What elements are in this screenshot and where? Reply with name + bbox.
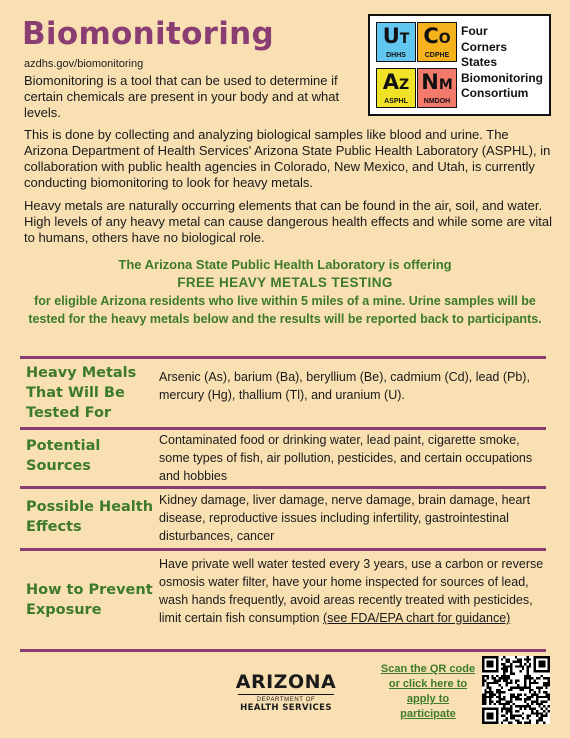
qr-code-icon[interactable] <box>482 656 550 724</box>
intro-paragraph-1: Biomonitoring is a tool that can be used to determine if certain chemicals are present in your body and at what levels. <box>24 73 340 120</box>
consortium-logo <box>368 14 551 116</box>
table-divider <box>20 548 546 551</box>
row-label-prevention: How to Prevent Exposure <box>26 582 153 618</box>
row-label-metals: Heavy Metals That Will Be Tested For <box>26 365 137 421</box>
table-divider <box>20 356 546 359</box>
row-label-effects: Possible Health Effects <box>26 499 154 535</box>
tile-nm: NM NMDOH <box>417 68 457 108</box>
row-label-sources: Potential Sources <box>26 438 101 474</box>
offer-intro: The Arizona State Public Health Laboratory is offering <box>118 257 452 272</box>
row-text-effects: Kidney damage, liver damage, nerve damage, brain damage, heart disease, reproductive issues including infertility, gastrointestinal disturbances, cancer <box>159 493 531 543</box>
offer-details: for eligible Arizona residents who live within 5 miles of a mine. Urine samples will be tested for the heavy metals below and the results will be reported back to participants. <box>28 294 542 326</box>
tile-az: AZ ASPHL <box>376 68 416 108</box>
fda-epa-chart-link[interactable]: (see FDA/EPA chart for guidance) <box>322 611 511 625</box>
table-divider <box>20 649 546 652</box>
apply-link[interactable]: Scan the QR code or click here to apply to participate <box>380 663 476 720</box>
tile-co: CO CDPHE <box>417 22 457 62</box>
table-divider <box>20 427 546 430</box>
consortium-name: Four Corners States Biomonitoring Consortium <box>461 24 543 100</box>
tile-ut: UT DHHS <box>376 22 416 62</box>
intro-paragraph-3: Heavy metals are naturally occurring elements that can be found in the air, soil, and water. High levels of any heavy metal can cause dangerous health effects and while some are vital to humans, others have no biological role. <box>24 198 553 245</box>
row-text-sources: Contaminated food or drinking water, lead paint, cigarette smoke, some types of fish, air pollution, pesticides, and certain occupations and hobbies <box>159 433 533 483</box>
row-text-prevention: Have private well water tested every 3 years, use a carbon or reverse osmosis water filter, have your home inspected for sources of lead, wash hands frequently, avoid areas recently treated with pesticides, limit certain fish consumption (see FDA/EPA chart for guidance) <box>159 557 544 625</box>
adhs-logo: ARIZONA DEPARTMENT OF HEALTH SERVICES <box>235 671 337 713</box>
row-text-metals: Arsenic (As), barium (Ba), beryllium (Be), cadmium (Cd), lead (Pb), mercury (Hg), thallium (Tl), and uranium (U). <box>159 370 530 402</box>
offer-headline: FREE HEAVY METALS TESTING <box>177 275 393 290</box>
intro-paragraph-2: This is done by collecting and analyzing biological samples like blood and urine. The Arizona Department of Health Services' Arizona State Public Health Laboratory (ASPHL), in collaboration with public health agencies in Colorado, New Mexico, and Utah, is currently conducting biomonitoring to look for heavy metals. <box>24 127 551 190</box>
page-title: Biomonitoring <box>22 16 275 52</box>
table-divider <box>20 486 546 489</box>
page-url[interactable]: azdhs.gov/biomonitoring <box>24 58 144 70</box>
